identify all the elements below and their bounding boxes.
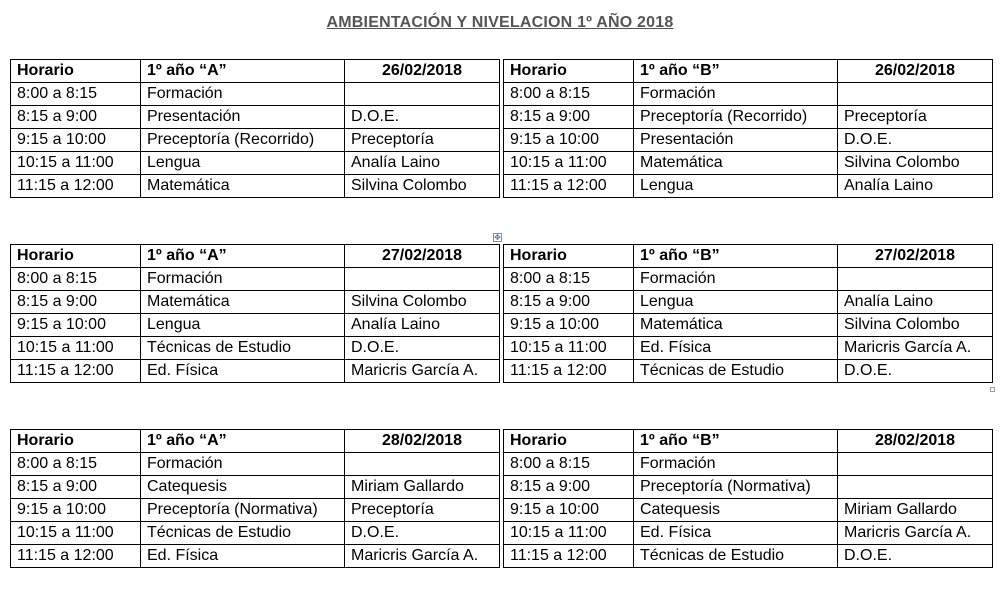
table-header-row	[11, 245, 500, 268]
table-row	[11, 152, 500, 175]
cell-responsable	[838, 83, 993, 106]
cell-responsable: Preceptoría	[838, 106, 993, 129]
cell-actividad: Técnicas de Estudio	[141, 337, 345, 360]
cell-actividad: Catequesis	[141, 476, 345, 499]
cell-actividad: Formación	[141, 453, 345, 476]
cell-actividad: Matemática	[634, 314, 838, 337]
cell-responsable: Silvina Colombo	[345, 291, 500, 314]
cell-horario: 9:15 a 10:00	[504, 314, 634, 337]
cell-responsable: D.O.E.	[838, 129, 993, 152]
table-row	[11, 291, 500, 314]
header-curso: 1º año “B”	[634, 60, 838, 83]
cell-responsable: Maricris García A.	[345, 360, 500, 383]
cell-horario: 10:15 a 11:00	[11, 337, 141, 360]
table-row	[504, 522, 993, 545]
cell-actividad: Formación	[141, 268, 345, 291]
cell-actividad: Matemática	[634, 152, 838, 175]
document-title: AMBIENTACIÓN Y NIVELACION 1º AÑO 2018	[326, 14, 674, 31]
cell-responsable: Maricris García A.	[838, 337, 993, 360]
cell-horario: 9:15 a 10:00	[11, 314, 141, 337]
cell-responsable: Maricris García A.	[345, 545, 500, 568]
cell-responsable: D.O.E.	[345, 106, 500, 129]
cell-horario: 10:15 a 11:00	[504, 522, 634, 545]
cell-horario: 10:15 a 11:00	[504, 337, 634, 360]
table-row	[11, 106, 500, 129]
header-curso: 1º año “A”	[141, 245, 345, 268]
table-row	[11, 83, 500, 106]
table-row	[11, 268, 500, 291]
table-row	[11, 360, 500, 383]
cell-horario: 11:15 a 12:00	[504, 175, 634, 198]
table-row	[504, 360, 993, 383]
cell-horario: 11:15 a 12:00	[11, 360, 141, 383]
cell-responsable: D.O.E.	[345, 522, 500, 545]
cell-responsable: Maricris García A.	[838, 522, 993, 545]
cell-actividad: Preceptoría (Normativa)	[141, 499, 345, 522]
table-resize-handle-icon[interactable]	[990, 387, 995, 392]
table-header-row	[11, 430, 500, 453]
header-fecha: 27/02/2018	[838, 245, 993, 268]
header-horario: Horario	[504, 60, 634, 83]
cell-responsable	[345, 83, 500, 106]
cell-responsable	[345, 268, 500, 291]
cell-responsable: Preceptoría	[345, 129, 500, 152]
cell-horario: 8:00 a 8:15	[504, 268, 634, 291]
cell-responsable: Analía Laino	[345, 152, 500, 175]
cell-actividad: Catequesis	[634, 499, 838, 522]
table-row	[11, 129, 500, 152]
cell-actividad: Preceptoría (Recorrido)	[634, 106, 838, 129]
cell-horario: 8:00 a 8:15	[504, 453, 634, 476]
cell-horario: 8:00 a 8:15	[504, 83, 634, 106]
table-row	[504, 175, 993, 198]
header-horario: Horario	[504, 245, 634, 268]
table-row	[11, 314, 500, 337]
schedule-table	[10, 429, 500, 568]
cell-actividad: Lengua	[141, 152, 345, 175]
cell-responsable: Analía Laino	[838, 175, 993, 198]
table-row	[504, 476, 993, 499]
cell-actividad: Preceptoría (Recorrido)	[141, 129, 345, 152]
cell-responsable: D.O.E.	[838, 360, 993, 383]
cell-actividad: Preceptoría (Normativa)	[634, 476, 838, 499]
table-row	[504, 152, 993, 175]
cell-actividad: Presentación	[141, 106, 345, 129]
table-row	[504, 268, 993, 291]
header-horario: Horario	[11, 430, 141, 453]
table-row	[11, 545, 500, 568]
cell-responsable: Silvina Colombo	[838, 314, 993, 337]
cell-actividad: Lengua	[634, 175, 838, 198]
table-row	[504, 129, 993, 152]
cell-actividad: Ed. Física	[634, 337, 838, 360]
schedule-table	[10, 244, 500, 383]
cell-horario: 11:15 a 12:00	[504, 360, 634, 383]
cell-horario: 8:00 a 8:15	[11, 268, 141, 291]
cell-actividad: Lengua	[634, 291, 838, 314]
table-row	[11, 476, 500, 499]
header-horario: Horario	[11, 245, 141, 268]
table-row	[504, 499, 993, 522]
cell-horario: 10:15 a 11:00	[504, 152, 634, 175]
cell-responsable: Silvina Colombo	[838, 152, 993, 175]
cell-actividad: Ed. Física	[634, 522, 838, 545]
header-curso: 1º año “A”	[141, 430, 345, 453]
header-horario: Horario	[11, 60, 141, 83]
cell-responsable: Preceptoría	[345, 499, 500, 522]
table-row	[11, 175, 500, 198]
schedule-table	[503, 59, 993, 198]
table-row	[11, 337, 500, 360]
table-row	[504, 453, 993, 476]
cell-responsable: D.O.E.	[345, 337, 500, 360]
header-fecha: 26/02/2018	[345, 60, 500, 83]
cell-horario: 9:15 a 10:00	[11, 499, 141, 522]
schedule-table	[10, 59, 500, 198]
cell-actividad: Formación	[141, 83, 345, 106]
table-row	[11, 453, 500, 476]
header-fecha: 26/02/2018	[838, 60, 993, 83]
cell-responsable	[838, 268, 993, 291]
table-header-row	[504, 245, 993, 268]
cell-horario: 11:15 a 12:00	[11, 175, 141, 198]
cell-actividad: Formación	[634, 83, 838, 106]
cell-responsable	[345, 453, 500, 476]
cell-horario: 8:00 a 8:15	[11, 83, 141, 106]
cell-horario: 9:15 a 10:00	[504, 129, 634, 152]
cell-horario: 8:15 a 9:00	[11, 476, 141, 499]
cell-actividad: Formación	[634, 453, 838, 476]
header-curso: 1º año “A”	[141, 60, 345, 83]
cell-horario: 10:15 a 11:00	[11, 522, 141, 545]
cell-actividad: Matemática	[141, 175, 345, 198]
cell-horario: 8:00 a 8:15	[11, 453, 141, 476]
cell-horario: 9:15 a 10:00	[504, 499, 634, 522]
cell-horario: 11:15 a 12:00	[11, 545, 141, 568]
cell-responsable: Silvina Colombo	[345, 175, 500, 198]
cell-actividad: Matemática	[141, 291, 345, 314]
cell-horario: 8:15 a 9:00	[504, 106, 634, 129]
table-header-row	[504, 430, 993, 453]
cell-horario: 8:15 a 9:00	[504, 291, 634, 314]
table-row	[504, 106, 993, 129]
cell-responsable: Miriam Gallardo	[838, 499, 993, 522]
header-fecha: 28/02/2018	[345, 430, 500, 453]
cell-actividad: Técnicas de Estudio	[634, 545, 838, 568]
cell-responsable	[838, 453, 993, 476]
cell-actividad: Ed. Física	[141, 545, 345, 568]
cell-horario: 9:15 a 10:00	[11, 129, 141, 152]
cell-horario: 8:15 a 9:00	[504, 476, 634, 499]
table-row	[504, 83, 993, 106]
cell-horario: 8:15 a 9:00	[11, 106, 141, 129]
cell-actividad: Técnicas de Estudio	[634, 360, 838, 383]
cell-actividad: Ed. Física	[141, 360, 345, 383]
table-row	[504, 337, 993, 360]
cell-actividad: Técnicas de Estudio	[141, 522, 345, 545]
cell-responsable: D.O.E.	[838, 545, 993, 568]
table-move-handle-icon[interactable]: ✥	[494, 233, 501, 242]
cell-horario: 8:15 a 9:00	[11, 291, 141, 314]
header-fecha: 27/02/2018	[345, 245, 500, 268]
cell-responsable	[838, 476, 993, 499]
cell-horario: 10:15 a 11:00	[11, 152, 141, 175]
table-row	[504, 314, 993, 337]
cell-responsable: Analía Laino	[838, 291, 993, 314]
header-horario: Horario	[504, 430, 634, 453]
header-fecha: 28/02/2018	[838, 430, 993, 453]
table-row	[11, 522, 500, 545]
table-header-row	[504, 60, 993, 83]
cell-actividad: Formación	[634, 268, 838, 291]
cell-horario: 11:15 a 12:00	[504, 545, 634, 568]
schedule-table	[503, 429, 993, 568]
cell-actividad: Presentación	[634, 129, 838, 152]
cell-actividad: Lengua	[141, 314, 345, 337]
cell-responsable: Analía Laino	[345, 314, 500, 337]
header-curso: 1º año “B”	[634, 245, 838, 268]
cell-responsable: Miriam Gallardo	[345, 476, 500, 499]
table-row	[504, 545, 993, 568]
schedule-table	[503, 244, 993, 383]
table-row	[11, 499, 500, 522]
table-header-row	[11, 60, 500, 83]
table-row	[504, 291, 993, 314]
header-curso: 1º año “B”	[634, 430, 838, 453]
